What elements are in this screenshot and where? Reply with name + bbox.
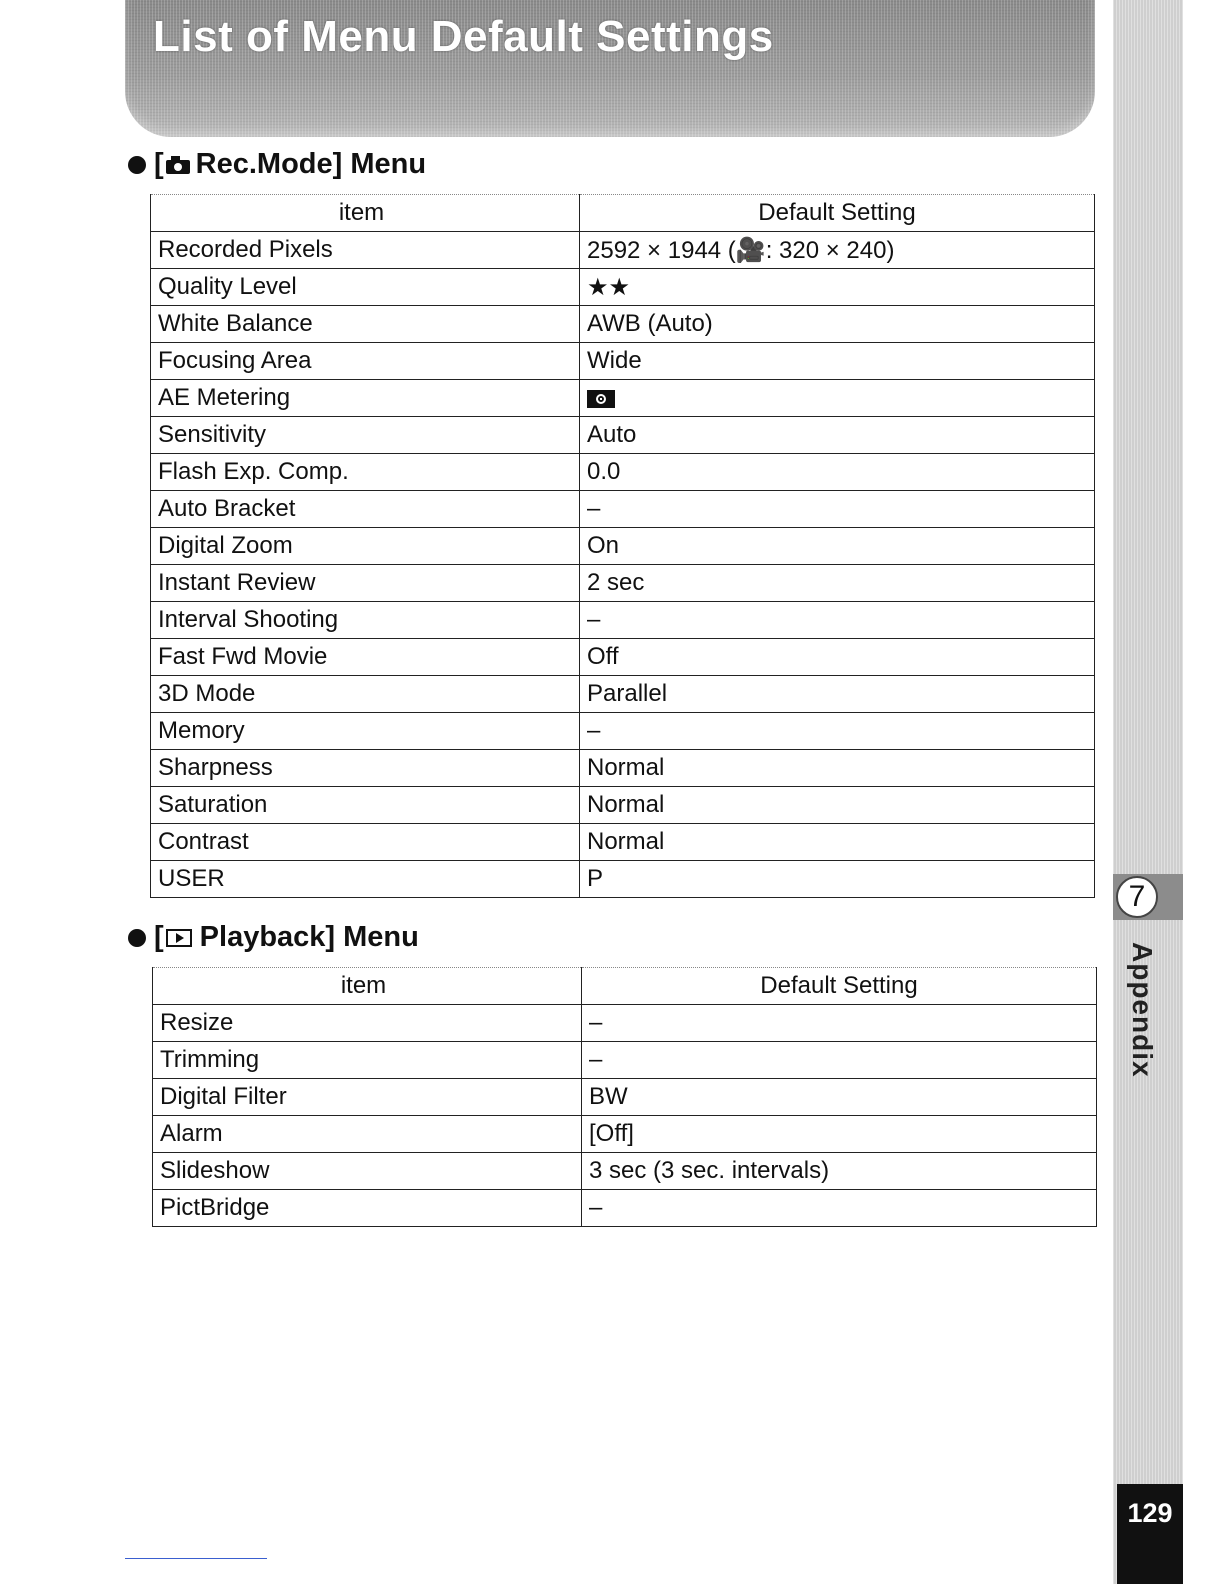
playback-menu-open-bracket: [ — [154, 921, 164, 953]
table-row — [151, 565, 1095, 602]
value-text: : 320 × 240) — [765, 236, 895, 264]
playback-icon — [166, 929, 192, 947]
table-row — [151, 417, 1095, 454]
title-banner — [125, 0, 1095, 137]
item-cell: Slideshow — [153, 1153, 582, 1190]
value-cell: – — [580, 713, 1095, 750]
item-cell: White Balance — [151, 306, 580, 343]
value-cell — [580, 380, 1095, 417]
rec-menu-open-bracket: [ — [154, 148, 164, 180]
movie-icon: 🎥 — [735, 236, 766, 264]
value-text: 2592 × 1944 ( — [587, 236, 736, 264]
item-cell: Trimming — [153, 1042, 582, 1079]
table-row — [151, 713, 1095, 750]
table-row — [153, 1042, 1097, 1079]
value-cell: On — [580, 528, 1095, 565]
table-row — [151, 269, 1095, 306]
table-row — [153, 1116, 1097, 1153]
item-cell: Instant Review — [151, 565, 580, 602]
table-row — [151, 343, 1095, 380]
footer-rule — [125, 1558, 267, 1559]
table-row — [153, 1190, 1097, 1227]
value-cell: – — [582, 1042, 1097, 1079]
value-cell: Off — [580, 639, 1095, 676]
value-cell: Wide — [580, 343, 1095, 380]
column-header-default: Default Setting — [580, 195, 1095, 232]
chapter-label: Appendix — [1127, 942, 1158, 1078]
item-cell: 3D Mode — [151, 676, 580, 713]
value-cell: 0.0 — [580, 454, 1095, 491]
value-cell: Parallel — [580, 676, 1095, 713]
table-row — [151, 861, 1095, 898]
playback-menu-table — [152, 967, 1097, 1227]
rec-menu-heading — [128, 148, 426, 181]
bullet-icon — [128, 929, 146, 947]
playback-menu-heading — [128, 921, 419, 954]
table-row — [151, 454, 1095, 491]
table-row — [151, 491, 1095, 528]
table-row — [151, 676, 1095, 713]
multi-segment-metering-icon — [587, 390, 615, 408]
value-cell: [Off] — [582, 1116, 1097, 1153]
value-cell: Normal — [580, 750, 1095, 787]
item-cell: PictBridge — [153, 1190, 582, 1227]
table-row — [151, 232, 1095, 269]
value-cell: BW — [582, 1079, 1097, 1116]
value-cell: AWB (Auto) — [580, 306, 1095, 343]
value-cell: Normal — [580, 787, 1095, 824]
item-cell: Alarm — [153, 1116, 582, 1153]
chapter-number: 7 — [1116, 876, 1158, 918]
value-cell — [580, 232, 1095, 269]
page-title: List of Menu Default Settings — [153, 12, 774, 61]
item-cell: Saturation — [151, 787, 580, 824]
item-cell: Digital Filter — [153, 1079, 582, 1116]
item-cell: Digital Zoom — [151, 528, 580, 565]
bullet-icon — [128, 156, 146, 174]
item-cell: Memory — [151, 713, 580, 750]
item-cell: USER — [151, 861, 580, 898]
table-row — [153, 1153, 1097, 1190]
table-row — [151, 639, 1095, 676]
item-cell: Sharpness — [151, 750, 580, 787]
item-cell: Auto Bracket — [151, 491, 580, 528]
table-row — [153, 1079, 1097, 1116]
column-header-item: item — [151, 195, 580, 232]
rec-menu-table — [150, 194, 1095, 898]
value-cell: 2 sec — [580, 565, 1095, 602]
table-row — [151, 380, 1095, 417]
item-cell: Contrast — [151, 824, 580, 861]
item-cell: Interval Shooting — [151, 602, 580, 639]
table-row — [151, 602, 1095, 639]
value-cell: – — [582, 1005, 1097, 1042]
item-cell: Focusing Area — [151, 343, 580, 380]
column-header-default: Default Setting — [582, 968, 1097, 1005]
table-header-row — [153, 968, 1097, 1005]
table-row — [153, 1005, 1097, 1042]
table-row — [151, 750, 1095, 787]
playback-menu-title: Playback] Menu — [199, 921, 419, 953]
page-number: 129 — [1117, 1484, 1183, 1584]
camera-icon — [166, 156, 190, 174]
table-row — [151, 528, 1095, 565]
column-header-item: item — [153, 968, 582, 1005]
table-header-row — [151, 195, 1095, 232]
item-cell: Flash Exp. Comp. — [151, 454, 580, 491]
value-cell: – — [580, 491, 1095, 528]
value-cell: – — [582, 1190, 1097, 1227]
item-cell: Resize — [153, 1005, 582, 1042]
value-cell: Auto — [580, 417, 1095, 454]
item-cell: Fast Fwd Movie — [151, 639, 580, 676]
side-strip — [1113, 0, 1183, 1584]
item-cell: Sensitivity — [151, 417, 580, 454]
rec-menu-title: Rec.Mode] Menu — [195, 148, 427, 180]
value-cell: ★★ — [580, 269, 1095, 306]
value-cell: 3 sec (3 sec. intervals) — [582, 1153, 1097, 1190]
table-row — [151, 824, 1095, 861]
value-cell: P — [580, 861, 1095, 898]
value-cell: Normal — [580, 824, 1095, 861]
item-cell: AE Metering — [151, 380, 580, 417]
value-cell: – — [580, 602, 1095, 639]
table-row — [151, 787, 1095, 824]
item-cell: Recorded Pixels — [151, 232, 580, 269]
item-cell: Quality Level — [151, 269, 580, 306]
table-row — [151, 306, 1095, 343]
